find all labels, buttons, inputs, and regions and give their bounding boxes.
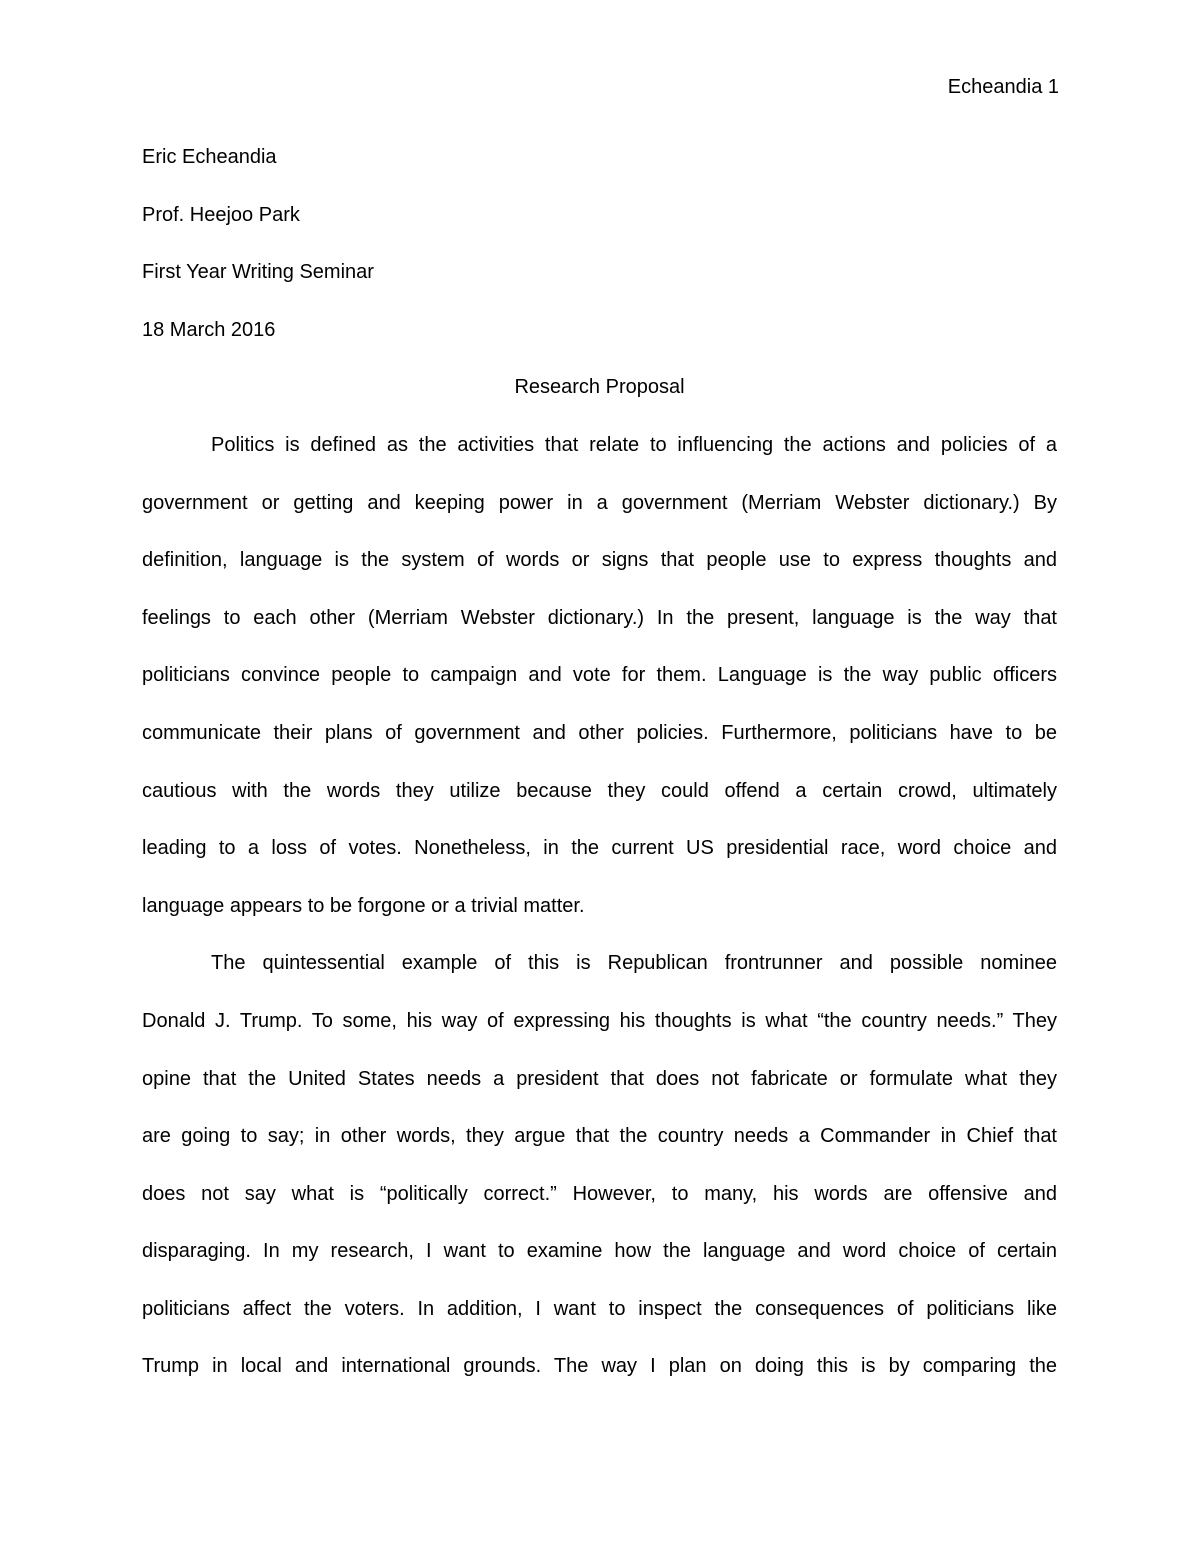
paragraph bbox=[142, 430, 1057, 948]
paragraph-line: does not say what is “politically correct.” However, to many, his words are offensive and bbox=[142, 1182, 1057, 1205]
paragraph-line: opine that the United States needs a president that does not fabricate or formulate what they bbox=[142, 1067, 1057, 1090]
paragraph-line: feelings to each other (Merriam Webster dictionary.) In the present, language is the way that bbox=[142, 606, 1057, 629]
document-body bbox=[142, 142, 1057, 1409]
paragraph-line: politicians affect the voters. In addition, I want to inspect the consequences of politicians like bbox=[142, 1297, 1057, 1320]
document-date: 18 March 2016 bbox=[142, 318, 276, 341]
paragraph-line: definition, language is the system of words or signs that people use to express thoughts and bbox=[142, 549, 1057, 572]
paragraph-line: Politics is defined as the activities that relate to influencing the actions and policies of a bbox=[211, 433, 1057, 456]
paragraph-line: leading to a loss of votes. Nonetheless, in the current US presidential race, word choice and bbox=[142, 837, 1057, 860]
paragraph-line: Trump in local and international grounds. The way I plan on doing this is by comparing the bbox=[142, 1355, 1057, 1378]
author-name: Eric Echeandia bbox=[142, 146, 277, 168]
paragraph-line: The quintessential example of this is Republican frontrunner and possible nominee bbox=[211, 952, 1057, 975]
paragraph-line: Donald J. Trump. To some, his way of expressing his thoughts is what “the country needs.” They bbox=[142, 1009, 1057, 1032]
document-title: Research Proposal bbox=[514, 376, 685, 399]
paragraph-line: cautious with the words they utilize because they could offend a certain crowd, ultimately bbox=[142, 779, 1057, 802]
running-header: Echeandia 1 bbox=[947, 76, 1059, 98]
course-name: First Year Writing Seminar bbox=[142, 261, 374, 284]
instructor-name: Prof. Heejoo Park bbox=[142, 203, 300, 226]
paragraph-line: government or getting and keeping power in a government (Merriam Webster dictionary.) By bbox=[142, 491, 1057, 514]
paragraph-line: disparaging. In my research, I want to examine how the language and word choice of certain bbox=[142, 1240, 1057, 1263]
paragraph-line: communicate their plans of government and other policies. Furthermore, politicians have to be bbox=[142, 721, 1057, 744]
paragraph-line: politicians convince people to campaign and vote for them. Language is the way public officers bbox=[142, 664, 1057, 687]
paragraph-line: are going to say; in other words, they argue that the country needs a Commander in Chief that bbox=[142, 1125, 1057, 1148]
paragraph-line: language appears to be forgone or a trivial matter. bbox=[142, 894, 585, 917]
paragraph bbox=[142, 948, 1057, 1409]
